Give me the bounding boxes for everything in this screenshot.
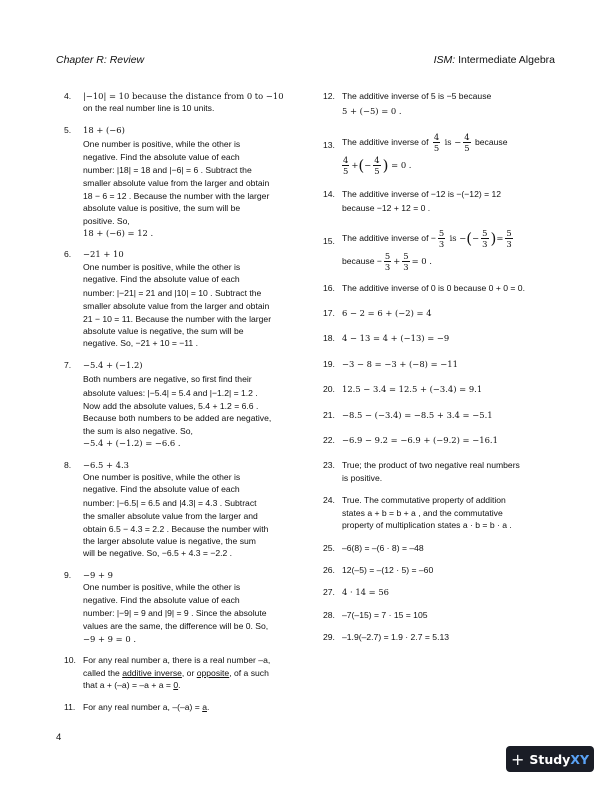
exercise-8 (64, 459, 288, 560)
left-column (64, 90, 288, 714)
text: The additive inverse of (342, 136, 429, 147)
exercise-line: −5.4 + (−1.2) (83, 359, 143, 370)
exercise-number: 8. (64, 459, 72, 470)
book-header-italic: ISM: (433, 54, 456, 66)
exercise-line: number: |18| = 18 and |−6| = 6 . Subtract the (83, 165, 252, 176)
exercise-line: 6 − 2 = 6 + (−2) = 4 (342, 308, 432, 319)
logo-text: StudyXY (529, 751, 590, 767)
exercise-line: |−10| = 10 because the distance from 0 to −10 (83, 91, 284, 101)
exercise-line: absolute value is negative, the sum will be (83, 325, 244, 336)
exercise-26 (323, 564, 559, 576)
exercise-line: True. The commutative property of addition (342, 495, 506, 506)
exercise-24 (323, 494, 559, 531)
fraction: $\frac{5}{3}$ (506, 227, 512, 249)
exercise-line: Because both numbers to be added are negative, (83, 413, 272, 424)
exercise-line: One number is positive, while the other is (83, 261, 241, 272)
exercise-line: the smaller absolute value from the larger and (83, 511, 258, 522)
exercise-18 (323, 332, 559, 344)
plus-icon: + (510, 749, 525, 769)
exercise-number: 10. (64, 655, 76, 666)
right-column (323, 90, 559, 644)
exercise-line: −6.5 + 4.3 (83, 459, 129, 470)
exercise-line: –1.9(–2.7) = 1.9 · 2.7 = 5.13 (342, 632, 450, 643)
exercise-number: 25. (323, 542, 335, 553)
exercise-line: is positive. (342, 472, 383, 483)
exercise-17 (323, 307, 559, 319)
exercise-21 (323, 409, 559, 421)
chapter-header: Chapter R: Review (56, 54, 145, 66)
exercise-number: 6. (64, 249, 72, 260)
exercise-line: For any real number a, –(–a) = a. (83, 702, 210, 713)
exercise-number: 19. (323, 358, 335, 369)
exercise-line: −21 + 10 (83, 249, 124, 260)
exercise-line: obtain 6.5 − 4.3 = 2.2 . Because the number with (83, 523, 269, 534)
exercise-number: 26. (323, 564, 335, 575)
exercise-number: 11. (64, 702, 76, 713)
book-header-title: Intermediate Algebra (455, 54, 555, 66)
exercise-29 (323, 631, 559, 643)
exercise-line: smaller absolute value from the larger and obtain (83, 178, 270, 189)
exercise-number: 9. (64, 569, 72, 580)
exercise-number: 15. (323, 235, 335, 246)
exercise-22 (323, 434, 559, 446)
exercise-number: 4. (64, 91, 72, 101)
exercise-line: negative. So, −21 + 10 = −11 . (83, 338, 198, 349)
exercise-15 (323, 228, 559, 272)
exercise-line: called the additive inverse, or opposite, of a such (83, 667, 269, 678)
text: is − (444, 136, 462, 147)
exercise-line: The additive inverse of −12 is −(−12) = 12 (342, 188, 502, 199)
text: = 0 . (391, 159, 412, 170)
exercise-line: −5.4 + (−1.2) = −6.6 . (83, 438, 181, 449)
exercise-6 (64, 248, 288, 349)
exercise-number: 5. (64, 124, 72, 135)
fraction: $\frac{4}{5}$ (374, 154, 380, 176)
exercise-16 (323, 282, 559, 294)
exercise-line: 5 + (−5) = 0 . (342, 106, 402, 117)
text: = (496, 232, 504, 243)
exercise-11 (64, 701, 288, 713)
exercise-number: 12. (323, 91, 335, 101)
exercise-number: 23. (323, 460, 335, 471)
exercise-13 (323, 132, 559, 176)
exercise-line: −9 + 9 = 0 . (83, 633, 137, 644)
exercise-27 (323, 586, 559, 598)
fraction: $\frac{5}{3}$ (403, 250, 409, 272)
exercise-line: For any real number a, there is a real number –a, (83, 655, 271, 666)
exercise-23 (323, 459, 559, 484)
exercise-line: −6.9 − 9.2 = −6.9 + (−9.2) = −16.1 (342, 435, 498, 446)
fraction: $\frac{4}{5}$ (433, 131, 440, 153)
exercise-line: −9 + 9 (83, 569, 114, 580)
exercise-number: 20. (323, 384, 335, 395)
exercise-line: states a + b = b + a , and the commutative (342, 507, 503, 518)
text: − (472, 232, 480, 243)
fraction: $\frac{5}{3}$ (384, 250, 391, 272)
exercise-20 (323, 383, 559, 395)
exercise-line: negative. Find the absolute value of each (83, 594, 240, 605)
text: + (351, 159, 359, 170)
exercise-number: 17. (323, 308, 335, 319)
exercise-line: Now add the absolute values, 5.4 + 1.2 = 6.6 . (83, 400, 259, 411)
exercise-number: 22. (323, 435, 335, 446)
exercise-10 (64, 654, 288, 691)
exercise-28 (323, 609, 559, 621)
exercise-4 (64, 90, 288, 115)
exercise-line: One number is positive, while the other is (83, 471, 241, 482)
exercise-line: on the real number line is 10 units. (83, 103, 215, 114)
fraction: $\frac{4}{5}$ (343, 154, 349, 176)
text: The additive inverse of − (342, 232, 436, 243)
studyxy-logo[interactable] (506, 746, 594, 772)
exercise-line: the larger absolute value is negative, the sum (83, 536, 256, 546)
exercise-line: 18 + (−6) = 12 . (83, 228, 154, 239)
text: because − (342, 255, 382, 266)
exercise-line: number: |−21| = 21 and |10| = 10 . Subtract the (83, 287, 262, 298)
exercise-line: $\frac{4}{5}$ +(− $\frac{4}{5}$ ) = 0 . (343, 154, 412, 176)
exercise-7 (64, 359, 288, 450)
exercise-19 (323, 358, 559, 370)
exercise-25 (323, 542, 559, 554)
fraction: $\frac{5}{3}$ (482, 227, 488, 249)
exercise-line: 18 + (−6) (83, 124, 125, 135)
exercise-number: 13. (323, 139, 335, 150)
exercise-line: 4 · 14 = 56 (342, 587, 389, 598)
exercise-line (342, 251, 559, 272)
exercise-number: 21. (323, 409, 335, 420)
exercise-line: 21 − 10 = 11. Because the number with the larger (83, 313, 272, 324)
text: is − (449, 232, 467, 243)
exercise-line: smaller absolute value from the larger and obtain (83, 301, 270, 312)
exercise-line: 4 − 13 = 4 + (−13) = −9 (342, 333, 450, 344)
exercise-number: 18. (323, 333, 335, 344)
exercise-line: The additive inverse of 0 is 0 because 0 + 0 = 0. (342, 282, 525, 293)
exercise-line (342, 132, 559, 153)
exercise-line: One number is positive, while the other is (83, 582, 241, 593)
exercise-line: –6(8) = –(6 · 8) = –48 (342, 542, 424, 553)
fraction: $\frac{5}{3}$ (438, 227, 445, 249)
exercise-12 (323, 90, 559, 118)
exercise-line: negative. Find the absolute value of each (83, 484, 240, 495)
exercise-line: values are the same, the difference will be 0. So, (83, 621, 269, 632)
exercise-line: positive. So, (83, 215, 130, 226)
exercise-line: negative. Find the absolute value of each (83, 274, 240, 285)
exercise-line: Both numbers are negative, so first find their (83, 374, 252, 385)
exercise-line: 12.5 − 3.4 = 12.5 + (−3.4) = 9.1 (342, 384, 483, 395)
exercise-number: 29. (323, 632, 335, 643)
exercise-line: 18 − 6 = 12 . Because the number with the larger (83, 190, 270, 201)
exercise-line: absolute values: |−5.4| = 5.4 and |−1.2| = 1.2 . (83, 387, 258, 398)
exercise-5 (64, 124, 288, 240)
exercise-line: −8.5 − (−3.4) = −8.5 + 3.4 = −5.1 (342, 409, 493, 420)
text: + (393, 255, 401, 266)
exercise-line: The additive inverse of 5 is −5 because (342, 91, 492, 101)
exercise-line: number: |−9| = 9 and |9| = 9 . Since the absolute (83, 608, 267, 619)
exercise-number: 16. (323, 282, 335, 293)
exercise-line: because −12 + 12 = 0 . (342, 203, 431, 214)
exercise-line: 12(–5) = –(12 · 5) = –60 (342, 564, 434, 575)
exercise-14 (323, 188, 559, 215)
exercise-line: absolute value is positive, the sum will be (83, 203, 241, 214)
fraction: $\frac{4}{5}$ (464, 131, 470, 153)
exercise-line: True; the product of two negative real numbers (342, 460, 520, 471)
exercise-line: The additive inverse of − $\frac{5}{3}$ is −(− $\frac{5}{3}$ )= $\frac{5}{3}$ (342, 227, 512, 249)
exercise-line: the sum is also negative. So, (83, 425, 193, 436)
exercise-number: 27. (323, 587, 335, 598)
exercise-line: –7(–15) = 7 · 15 = 105 (342, 609, 428, 620)
book-header (434, 54, 555, 66)
exercise-number: 14. (323, 188, 335, 199)
exercise-number: 24. (323, 495, 335, 506)
exercise-9 (64, 569, 288, 645)
exercise-line: will be negative. So, −6.5 + 4.3 = −2.2 . (83, 548, 233, 559)
exercise-line: negative. Find the absolute value of each (83, 151, 240, 162)
exercise-line: −3 − 8 = −3 + (−8) = −11 (342, 358, 458, 369)
page-number: 4 (56, 732, 62, 743)
text: because (474, 136, 508, 147)
exercise-number: 28. (323, 609, 335, 620)
text: = 0 . (411, 255, 432, 266)
exercise-line: that a + (–a) = –a + a = 0. (83, 680, 181, 691)
text: − (364, 159, 372, 170)
exercise-line: One number is positive, while the other is (83, 139, 241, 150)
exercise-line: number: |−6.5| = 6.5 and |4.3| = 4.3 . Subtract (83, 497, 257, 508)
exercise-number: 7. (64, 359, 72, 370)
exercise-line: property of multiplication states a · b = b · a . (342, 520, 512, 531)
